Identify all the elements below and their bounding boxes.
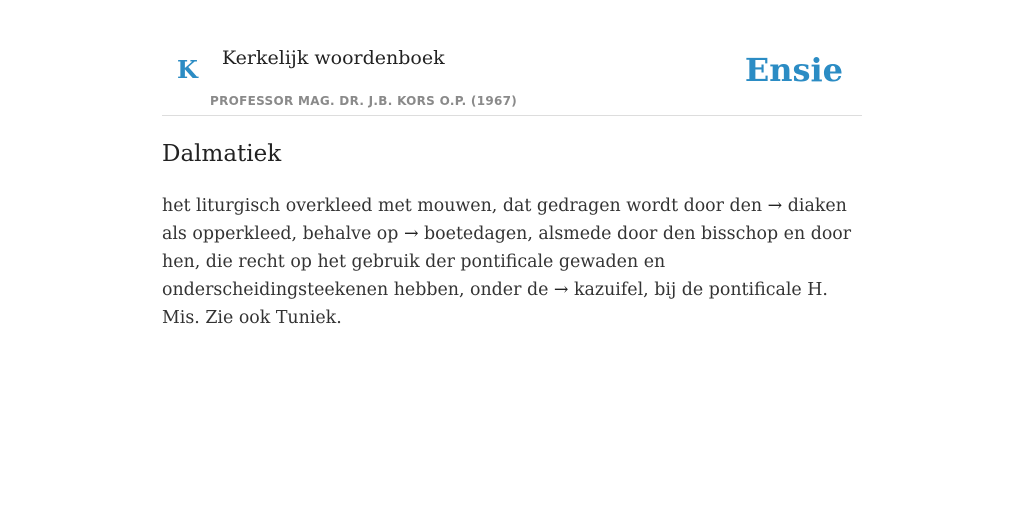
definition-text: diaken als opperkleed, behalve op xyxy=(162,196,847,244)
cross-reference-arrow-icon[interactable]: → xyxy=(767,196,783,216)
cross-reference-arrow-icon[interactable]: → xyxy=(403,224,419,244)
definition-text: kazuifel, bij de pontificale H. Mis. Zie ook Tuniek. xyxy=(162,280,828,328)
dictionary-title[interactable]: Kerkelijk woordenboek xyxy=(222,47,445,69)
brand-logo[interactable]: Ensie xyxy=(744,51,843,89)
cross-reference-arrow-icon[interactable]: → xyxy=(553,280,569,300)
dictionary-header xyxy=(162,30,862,116)
dictionary-logo[interactable]: K xyxy=(177,55,198,84)
definition-text: het liturgisch overkleed met mouwen, dat gedragen wordt door den xyxy=(162,196,768,216)
entry-definition xyxy=(162,192,862,332)
dictionary-author: PROFESSOR MAG. DR. J.B. KORS O.P. (1967) xyxy=(210,94,518,108)
definition-text: boetedagen, alsmede door den bisschop en door hen, die recht op het gebruik der pontificale gewaden en onderscheidingsteekenen hebben, onder de xyxy=(162,224,852,300)
entry-title: Dalmatiek xyxy=(162,141,282,167)
